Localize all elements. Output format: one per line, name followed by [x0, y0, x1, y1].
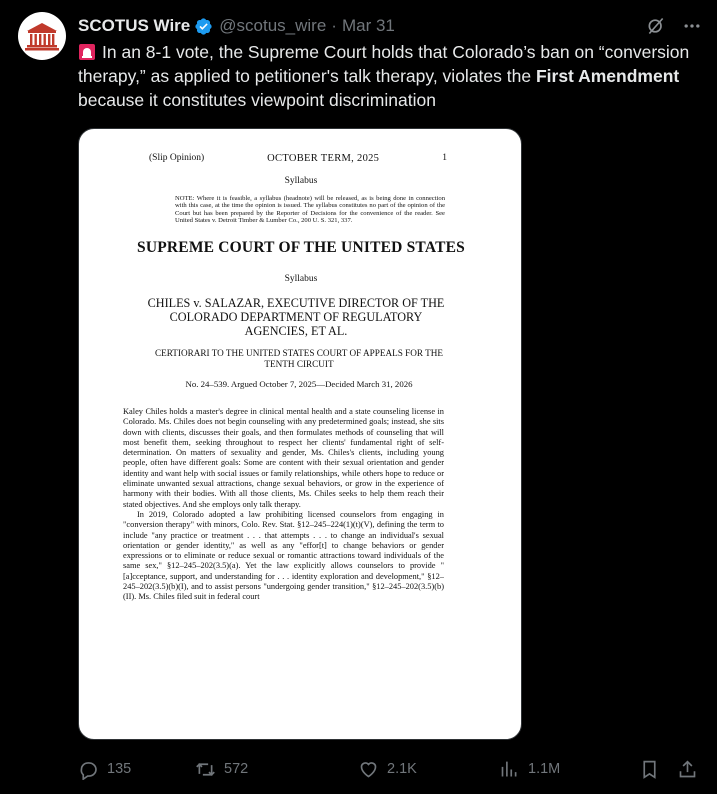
court-name: SUPREME COURT OF THE UNITED STATES	[137, 239, 465, 256]
body-paragraph-1: Kaley Chiles holds a master's degree in clinical mental health and a state counseling license in Colorado. Ms. Chiles does not begin counseling with any predetermined goals; instead, she sits down with clients, discusses their goals, and then formulates methods of counseling that will most benefit them, seeking throughout to respect her clients' fundamental right of self-determination. On matters of sexuality and gender, Ms. Chiles's clients, including young people, often have different goals: Some are content with their sexual orientation and gender identity and want help with social issues or family relationships, while others hope to reduce or eliminate unwanted sexual attractions, change sexual behaviors, or grow in the experience of harmony with their bodies. With all those clients, Ms. Chiles seeks to help them reach their stated objectives. And she employs only talk therapy.	[123, 407, 444, 509]
more-options-icon[interactable]	[681, 15, 703, 37]
bookmark-button[interactable]	[639, 756, 660, 782]
reply-count: 135	[107, 761, 132, 777]
document-topline	[149, 153, 447, 164]
tweet-text-part1: In an 8-1 vote, the Supreme Court holds that Colorado’s ban on “conversion therapy,” as applied to petitioner's talk therapy, violates the	[78, 42, 690, 86]
syllabus-heading: Syllabus	[284, 176, 318, 186]
verified-badge-icon[interactable]	[194, 17, 213, 36]
syllabus-heading-2: Syllabus	[284, 274, 318, 284]
grok-icon[interactable]	[645, 15, 667, 37]
avatar[interactable]	[18, 12, 66, 60]
author-name[interactable]: SCOTUS Wire	[78, 16, 191, 35]
share-button[interactable]	[677, 756, 698, 782]
reply-icon	[78, 759, 99, 780]
body-paragraph-2: In 2019, Colorado adopted a law prohibiting licensed counselors from engaging in "conversion therapy" with minors, Colo. Rev. Stat. §12–245–224(1)(t)(V), defining the term to include "any practice or treatment . . . that attempts . . . to change an individual's sexual orientation or gender identity," as well as any "effor[t] to change behaviors or gender expressions or to eliminate or reduce sexual or romantic attractions toward individuals of the same sex," §12–245–202(3.5)(a). Yet the law explicitly allows counselors to provide "[a]cceptance, support, and understanding for . . . identity exploration and development," §12–245–202(3.5)(b)(I), and to assist persons "undergoing gender transition," §12–245–202(3.5)(b)(II). Ms. Chiles filed suit in federal court	[123, 509, 444, 602]
view-count: 1.1M	[528, 761, 561, 777]
syllabus-note: NOTE: Where it is feasible, a syllabus (headnote) will be released, as is being done in connection with this case, at the time the opinion is issued. The syllabus constitutes no part of the opinion of the Court but has been prepared by the Reporter of Decisions for the convenience of the reader. See United States v. Detroit Timber & Lumber Co., 200 U. S. 321, 337.	[175, 195, 445, 225]
syllabus-body	[123, 407, 444, 603]
repost-count: 572	[224, 761, 249, 777]
views-button[interactable]	[499, 756, 560, 782]
docket-line: No. 24–539. Argued October 7, 2025—Decided March 31, 2026	[185, 379, 413, 389]
reply-button[interactable]	[78, 756, 131, 782]
tweet-header	[78, 14, 703, 38]
bookmark-icon	[639, 759, 660, 780]
separator-dot: ·	[331, 16, 337, 35]
share-icon	[677, 759, 698, 780]
tweet-text	[78, 40, 698, 112]
repost-icon	[195, 759, 216, 780]
rotating-light-icon	[78, 43, 96, 61]
certiorari-line: CERTIORARI TO THE UNITED STATES COURT OF APPEALS FOR THE TENTH CIRCUIT	[154, 348, 444, 369]
slip-opinion-label: (Slip Opinion)	[149, 153, 205, 163]
case-title: CHILES v. SALAZAR, EXECUTIVE DIRECTOR OF THE COLORADO DEPARTMENT OF REGULATORY AGENCIES, ET AL.	[147, 296, 445, 338]
tweet-text-bold: First Amendment	[535, 66, 680, 86]
heart-icon	[358, 759, 379, 780]
tweet-image[interactable]	[78, 128, 522, 740]
like-button[interactable]	[358, 756, 417, 782]
analytics-icon	[499, 759, 520, 780]
term-label: OCTOBER TERM, 2025	[267, 153, 380, 164]
like-count: 2.1K	[387, 761, 417, 777]
page-number: 1	[442, 153, 447, 163]
tweet-date[interactable]: Mar 31	[341, 16, 395, 35]
slip-opinion-document	[79, 129, 522, 740]
author-handle[interactable]: @scotus_wire	[219, 16, 327, 35]
courthouse-icon	[25, 21, 59, 51]
tweet-text-part2: because it constitutes viewpoint discrimination	[78, 90, 436, 110]
repost-button[interactable]	[195, 756, 248, 782]
tweet-action-bar	[78, 756, 703, 782]
